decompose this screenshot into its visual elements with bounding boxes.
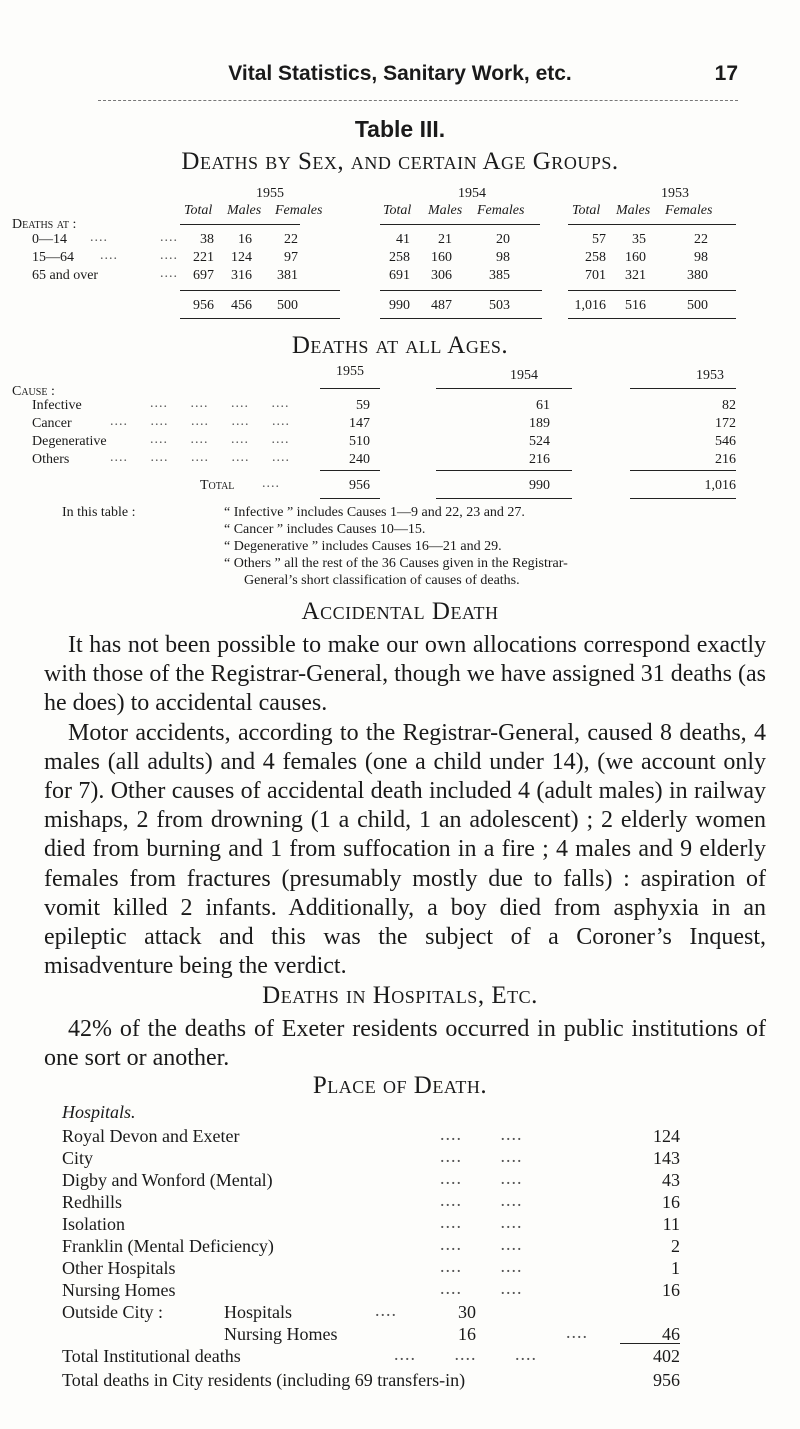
col-header-total: Total: [572, 203, 601, 218]
outside-hospitals-label: Hospitals: [224, 1302, 293, 1322]
col-header-total: Total: [383, 203, 412, 218]
place-value: 143: [653, 1148, 680, 1168]
bottom-rule: [380, 318, 542, 319]
col-header-males: Males: [616, 203, 651, 218]
place-value: 11: [662, 1214, 680, 1234]
cell: 82: [722, 398, 736, 413]
leader-dots: ....: [566, 1322, 588, 1342]
leader-dots: ....: [90, 230, 108, 245]
leader-dots: ....: [100, 248, 118, 263]
leader-dots: .... ....: [440, 1168, 523, 1188]
note-line: General’s short classification of causes of deaths.: [244, 573, 520, 588]
cell: 124: [231, 250, 252, 265]
bottom-rule: [180, 318, 340, 319]
total-cell: 990: [529, 478, 550, 493]
accidental-heading: Accidental Death: [301, 598, 499, 625]
place-label: Franklin (Mental Deficiency): [62, 1236, 274, 1256]
place-label: Other Hospitals: [62, 1258, 176, 1278]
row-label: Others: [32, 452, 70, 467]
cell: 172: [715, 416, 736, 431]
place-heading: Place of Death.: [312, 1072, 488, 1099]
row-label-header: Deaths at :: [12, 217, 77, 232]
institutional-value: 402: [653, 1346, 680, 1366]
place-value: 1: [671, 1258, 680, 1278]
total-cell: 500: [277, 298, 298, 313]
institutional-label: Total Institutional deaths: [62, 1346, 241, 1366]
header-rule: [568, 224, 736, 225]
bottom-rule: [630, 498, 736, 499]
row-label: Infective: [32, 398, 82, 413]
cell: 258: [389, 250, 410, 265]
cell: 321: [625, 268, 646, 283]
cell: 38: [200, 232, 214, 247]
city-total-value: 956: [653, 1370, 680, 1390]
col-header-total: Total: [184, 203, 213, 218]
place-value: 16: [662, 1192, 680, 1212]
cell: 258: [585, 250, 606, 265]
all-ages-heading: Deaths at all Ages.: [291, 332, 509, 359]
row-label: Cancer: [32, 416, 72, 431]
leader-dots: .... ....: [440, 1234, 523, 1254]
header-rule: [320, 388, 380, 389]
leader-dots: .... .... ....: [394, 1344, 537, 1364]
cell: 21: [438, 232, 452, 247]
bottom-rule: [436, 498, 572, 499]
year-header: 1954: [510, 368, 538, 383]
place-label: Nursing Homes: [62, 1280, 176, 1300]
notes-lead: In this table :: [62, 505, 136, 520]
place-label: Digby and Wonford (Mental): [62, 1170, 273, 1190]
cell: 524: [529, 434, 550, 449]
row-label: Degenerative: [32, 434, 107, 449]
cell: 147: [349, 416, 370, 431]
total-cell: 956: [349, 478, 370, 493]
outside-nursing-value: 16: [458, 1324, 476, 1344]
total-rule: [380, 290, 542, 291]
leader-dots: .... .... .... .... ....: [110, 450, 290, 465]
cell: 57: [592, 232, 606, 247]
col-header-females: Females: [665, 203, 713, 218]
sum-rule: [620, 1343, 680, 1344]
header-rule: [380, 224, 540, 225]
leader-dots: .... ....: [440, 1278, 523, 1298]
place-value: 43: [662, 1170, 680, 1190]
cell: 510: [349, 434, 370, 449]
accidental-body: [44, 631, 766, 981]
sex-age-heading: Deaths by Sex, and certain Age Groups.: [181, 148, 619, 175]
col-header-females: Females: [275, 203, 323, 218]
total-cell: 500: [687, 298, 708, 313]
header-rule: [98, 100, 738, 101]
row-label: 65 and over: [32, 268, 99, 283]
row-label: 0—14: [32, 232, 67, 247]
place-label: Redhills: [62, 1192, 123, 1212]
place-subheading: Hospitals.: [62, 1102, 136, 1122]
paragraph: It has not been possible to make our own allocations correspond exactly with those of the Registrar-General, though we have assigned 31 deaths (as he does) to accidental causes.: [44, 632, 766, 717]
outside-label: Outside City :: [62, 1302, 164, 1322]
year-header: 1954: [458, 186, 486, 201]
col-header-males: Males: [227, 203, 262, 218]
total-cell: 1,016: [574, 298, 606, 313]
year-header: 1953: [661, 186, 689, 201]
cell: 16: [238, 232, 252, 247]
total-rule: [180, 290, 340, 291]
paragraph: 42% of the deaths of Exeter residents occurred in public institutions of one sort or another.: [44, 1016, 766, 1072]
place-value: 16: [662, 1280, 680, 1300]
leader-dots: .... ....: [440, 1146, 523, 1166]
outside-nursing-label: Nursing Homes: [224, 1324, 338, 1344]
leader-dots: .... ....: [440, 1124, 523, 1144]
row-label-header: Cause :: [12, 384, 55, 399]
cell: 22: [694, 232, 708, 247]
page-number: 17: [714, 62, 738, 85]
note-line: “ Degenerative ” includes Causes 16—21 and 29.: [224, 539, 502, 554]
total-rule: [436, 470, 572, 471]
running-title: Vital Statistics, Sanitary Work, etc.: [228, 62, 572, 85]
note-line: “ Others ” all the rest of the 36 Causes given in the Registrar-: [224, 556, 568, 571]
cell: 216: [715, 452, 736, 467]
total-cell: 487: [431, 298, 452, 313]
cell: 546: [715, 434, 736, 449]
header-rule: [630, 388, 736, 389]
leader-dots: .... ....: [440, 1212, 523, 1232]
cell: 22: [284, 232, 298, 247]
cell: 697: [193, 268, 214, 283]
cell: 35: [632, 232, 646, 247]
total-cell: 503: [489, 298, 510, 313]
bottom-rule: [320, 498, 380, 499]
header-rule: [180, 224, 300, 225]
place-label: Isolation: [62, 1214, 125, 1234]
total-cell: 456: [231, 298, 252, 313]
institutional-row: [0, 1346, 800, 1372]
cell: 385: [489, 268, 510, 283]
leader-dots: ....: [375, 1300, 397, 1320]
city-total-row: [62, 1370, 680, 1391]
cell: 221: [193, 250, 214, 265]
leader-dots: .... .... .... ....: [150, 432, 290, 447]
place-value: 124: [653, 1126, 680, 1146]
paragraph: Motor accidents, according to the Registrar-General, caused 8 deaths, 4 males (all adults) and 4 females (one a child under 14), (we account only for 7). Other causes of accidental death included 4 (adult males) in railway mishaps, 2 from drowning (1 a child, 1 an adolescent) ; 2 elderly women died from burning and 1 from suffocation in a fire ; 4 males and 9 elderly females from fractures (presumably mostly due to falls) : aspiration of vomit killed 2 infants. Additionally, a boy died from asphyxia in an epileptic attack and this was the subject of a Coroner’s Inquest, misadventure being the verdict.: [44, 719, 766, 980]
outside-total: 46: [662, 1324, 680, 1344]
cell: 216: [529, 452, 550, 467]
hospitals-heading: Deaths in Hospitals, Etc.: [262, 982, 538, 1009]
cell: 41: [396, 232, 410, 247]
place-label: Royal Devon and Exeter: [62, 1126, 240, 1146]
cell: 61: [536, 398, 550, 413]
total-cell: 956: [193, 298, 214, 313]
row-label: 15—64: [32, 250, 74, 265]
leader-dots: .... .... .... ....: [150, 396, 290, 411]
cell: 20: [496, 232, 510, 247]
leader-dots: ....: [160, 248, 178, 263]
leader-dots: ....: [160, 230, 178, 245]
total-label: Total: [200, 478, 235, 493]
cell: 97: [284, 250, 298, 265]
outside-hospitals-value: 30: [458, 1302, 476, 1322]
table-title: Table III.: [354, 116, 446, 142]
cell: 306: [431, 268, 452, 283]
cell: 160: [431, 250, 452, 265]
leader-dots: .... ....: [440, 1256, 523, 1276]
bottom-rule: [568, 318, 736, 319]
note-line: “ Cancer ” includes Causes 10—15.: [224, 522, 426, 537]
place-label: City: [62, 1148, 94, 1168]
cell: 381: [277, 268, 298, 283]
leader-dots: ....: [262, 476, 280, 491]
total-rule: [630, 470, 736, 471]
col-header-males: Males: [428, 203, 463, 218]
cell: 98: [694, 250, 708, 265]
cell: 380: [687, 268, 708, 283]
city-total-label: Total deaths in City residents (including 69 transfers-in): [62, 1370, 466, 1390]
col-header-females: Females: [477, 203, 525, 218]
cell: 240: [349, 452, 370, 467]
total-rule: [320, 470, 380, 471]
running-head: [0, 62, 800, 92]
cell: 160: [625, 250, 646, 265]
place-value: 2: [671, 1236, 680, 1256]
year-header: 1953: [696, 368, 724, 383]
cell: 701: [585, 268, 606, 283]
cell: 59: [356, 398, 370, 413]
total-cell: 516: [625, 298, 646, 313]
note-line: “ Infective ” includes Causes 1—9 and 22, 23 and 27.: [224, 505, 525, 520]
cell: 691: [389, 268, 410, 283]
hospitals-body: [44, 1015, 766, 1073]
year-header: 1955: [256, 186, 284, 201]
leader-dots: .... .... .... .... ....: [110, 414, 290, 429]
total-rule: [568, 290, 736, 291]
year-header: 1955: [336, 364, 364, 379]
cell: 316: [231, 268, 252, 283]
cell: 98: [496, 250, 510, 265]
cell: 189: [529, 416, 550, 431]
total-cell: 1,016: [704, 478, 736, 493]
leader-dots: ....: [160, 266, 178, 281]
leader-dots: .... ....: [440, 1190, 523, 1210]
header-rule: [436, 388, 572, 389]
total-cell: 990: [389, 298, 410, 313]
